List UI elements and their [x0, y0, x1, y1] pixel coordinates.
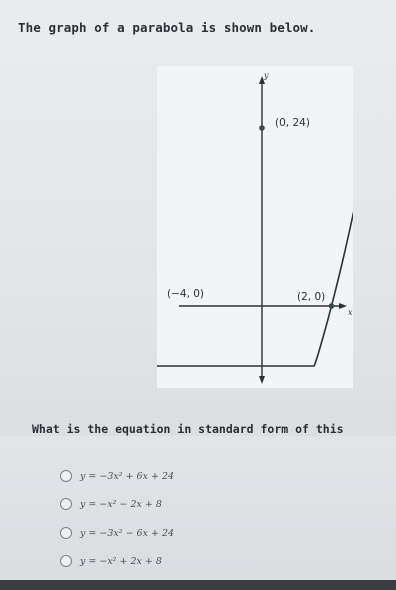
parabola-curve — [157, 159, 353, 366]
bottom-edge — [0, 580, 396, 590]
right-intercept-point — [329, 303, 335, 309]
vertex-point — [259, 125, 265, 131]
option-label: y = −x² + 2x + 8 — [80, 555, 162, 567]
vertex-label: (0, 24) — [275, 117, 310, 129]
option-a[interactable] — [60, 466, 174, 486]
x-axis-label: x — [348, 308, 353, 317]
radio-button[interactable] — [60, 527, 72, 539]
left-intercept-label: (−4, 0) — [167, 288, 205, 300]
radio-button[interactable] — [60, 470, 72, 482]
y-axis-label: y — [264, 71, 269, 80]
radio-button[interactable] — [60, 498, 72, 510]
question-text: What is the equation in standard form of this — [32, 422, 344, 436]
option-b[interactable] — [60, 494, 162, 514]
option-label: y = −3x² − 6x + 24 — [80, 527, 175, 539]
x-axis-arrow-right — [339, 303, 347, 309]
option-label: y = −x² − 2x + 8 — [80, 498, 162, 510]
option-c[interactable] — [60, 523, 174, 543]
option-d[interactable] — [60, 551, 162, 571]
right-intercept-label: (2, 0) — [297, 291, 326, 303]
radio-button[interactable] — [60, 555, 72, 567]
y-axis-arrow-down — [259, 376, 265, 384]
parabola-graph — [157, 66, 353, 388]
prompt-text: The graph of a parabola is shown below. — [18, 20, 316, 35]
option-label: y = −3x² + 6x + 24 — [80, 470, 175, 482]
